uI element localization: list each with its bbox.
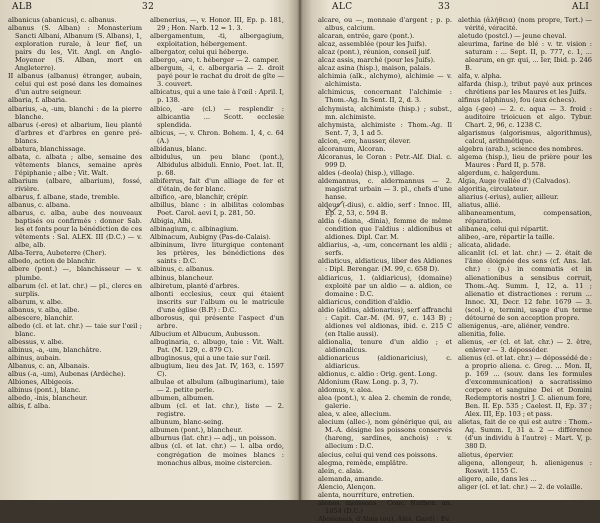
dictionary-entry: alburnus (lat. chr.) — adj., un poisson. xyxy=(150,434,277,443)
dictionary-entry: alborosus, qui présente l'aspect d'un arbre. xyxy=(150,313,284,330)
dictionary-entry: alietas, fait de ce qui est autre : Thom.-Aq. Summ. I, 31 a. 2 — différence (d'un individu à l'autre) : Mart. V, p. 380 D. xyxy=(458,418,592,451)
left-column-2 xyxy=(150,16,284,467)
dictionary-entry: alethia (ἀλήθεια) (nom propre, Tert.) — vérité, véracité. xyxy=(458,16,592,33)
dictionary-entry: alemanda, amande. xyxy=(318,474,384,483)
dictionary-entry: algoritia, circulateur. xyxy=(458,184,529,193)
dictionary-entry: albarum, v. albe. xyxy=(8,297,64,306)
dictionary-entry: albuginaria, c. albugo, taie : Vit. Walt. Pat. (M. 129, c. 879 C). xyxy=(150,337,284,354)
dictionary-entry: albumen (pont.), blancheur. xyxy=(150,426,243,435)
dictionary-entry: algarismus (algorismus, algorithmus), calcul, arithmétique. xyxy=(458,128,592,145)
dictionary-entry: aldia (-diana, -dinia), femme de même condition que l'aldius : aldionibus et aldiones. Dipl. Car. M. xyxy=(318,217,452,242)
dictionary-entry: alibanea, celui qui répartit. xyxy=(458,225,549,234)
left-page-number: 32 xyxy=(142,2,155,12)
dictionary-entry: alea, v. alee, allecium. xyxy=(318,410,392,419)
dictionary-entry: albunum, blanc-seing. xyxy=(150,418,224,427)
dictionary-entry: alcoranum, Alcoran. xyxy=(318,144,386,153)
right-column-1 xyxy=(318,16,452,523)
dictionary-entry: alchymista, alchimiste : Thom.-Ag. Il Sent. 7, 3, 1 ad 5. xyxy=(318,120,452,137)
dictionary-entry: aldomus, v. alea. xyxy=(318,386,374,395)
dictionary-entry: albessus, v. albe. xyxy=(8,337,64,346)
dictionary-entry: aliger (cl. et lat. chr.) — 2. de volaille. xyxy=(458,482,583,491)
dictionary-entry: alibeo, -are, répartir la taille. xyxy=(458,233,555,242)
dictionary-entry: aldio (aldius, aldionarius), serf affranchi : Capit. Car.-M. (M. 97, c. 143 B) ; aldiones vel aldionas, ibid. c. 215 C (en Italie aussi). xyxy=(318,305,452,338)
dictionary-entry: albata, c. albata ; albe, semaine des vêtements blancs, semaine après l'épiphanie ; albe ; Vit. Walt. xyxy=(8,152,142,177)
dictionary-entry: alenta, nourriture, entretien. xyxy=(318,490,415,499)
dictionary-entry: albuginosus, qui a une taie sur l'œil. xyxy=(150,353,271,362)
dictionary-entry: alchimia (alk., alchymo), alchimie — v. alchimista. xyxy=(318,72,452,89)
right-running-head-end: ALI xyxy=(572,2,590,12)
dictionary-entry: aldionaricus (aldionaricius), c. aldiaricus. xyxy=(318,353,452,371)
dictionary-entry: alga (-geo) — 2. c. aqua — 3. froid : auditoire trioicuen et algo. Tybur. Chart. 2, 96, c. 1238 C. xyxy=(458,104,592,129)
dictionary-entry: alecius, celui qui vend ces poissons. xyxy=(318,450,438,459)
dictionary-entry: Albucium et Albucum, Aubusson. xyxy=(150,329,261,338)
dictionary-entry: albanus, v. alba, albe. xyxy=(8,305,80,314)
left-page xyxy=(0,0,298,500)
dictionary-entry: albinagium, c. albinagium. xyxy=(150,225,239,234)
dictionary-entry: alcare, ou —, monnaie d'argent ; p. p. albus, calcium. xyxy=(318,16,452,33)
dictionary-entry: albergamentum, -ti, albergagium, exploitation, hébergement. xyxy=(150,32,284,49)
dictionary-entry: albergum, -i, c. albergaria — 2. droit payé pour le rachat du droit de gîte — 3. couvert. xyxy=(150,64,284,89)
dictionary-entry: Albanus, c. an, Albanais. xyxy=(8,362,90,371)
dictionary-entry: albarum (cl. et lat. chr.) — pl., clercs en surplis. xyxy=(8,281,142,298)
dictionary-entry: alchymista, alchimiste (hisp.) ; subst., mn. alchimiste. xyxy=(318,104,452,121)
dictionary-entry: albergator, celui qui héberge. xyxy=(150,48,249,57)
dictionary-entry: albidulus, un peu blanc (pont.), Albidulus albiduli. Ennio, Poet. lat. II, p. 68. xyxy=(150,152,284,177)
dictionary-entry: albarius, -a, -um, blanchi : de la pierre blanche. xyxy=(8,104,142,121)
dictionary-entry: albedo, -inis, blancheur. xyxy=(8,394,88,403)
dictionary-entry: aldemannus, c. aldermannus — 2. magistrat urbain — 3. pl., chefs d'une hanse. xyxy=(318,176,452,202)
dictionary-entry: albinus, aubain. xyxy=(8,353,62,362)
dictionary-entry: albinus, c. albanus. xyxy=(150,265,215,274)
dictionary-entry: alienus (cl. et lat. chr.) — dépossédé de : a proprio aliena. c. Greg. ... Mon. II, p. 169 ... (souv. dans les formules d'excommunication) a sacratissimo corpore et sanguine Dei et Domini Redemptoris nostri J. C. alienum fore, Ben. II. Ep. 535 ; Caelest. II, Ep. 37 ; Alex. III, Ep. 103 ; et pass. xyxy=(458,353,592,419)
dictionary-entry: albus (cl. et lat. chr.) — l. alba ordo, congrégation de moines blancs : monachus albus, moine cistercien. xyxy=(150,442,284,467)
dictionary-entry: alecium (allec-), nom générique qui, au M.-A. désigne les poissons conservés (hareng, sardines, anchois) : v. allecium : D.C. xyxy=(318,418,452,451)
dictionary-entry: alea (pont.), v. alea 2. chemin de ronde, galerie. xyxy=(318,394,452,411)
dictionary-entry: albulae et albulum (albuginarium), taie — 2. petite perle. xyxy=(150,378,284,395)
dictionary-entry: albugium, lieu des Jat. IV, 163, c. 1597 C). xyxy=(150,362,284,379)
dictionary-entry: alcion, -ere, hausser, élever. xyxy=(318,136,411,145)
dictionary-entry: alienigenus, -are, aliéner, vendre. xyxy=(458,321,570,330)
right-page xyxy=(302,0,600,523)
dictionary-entry: albicatus, qui a une taie à l'œil : April. I, p. 138. xyxy=(150,88,284,105)
dictionary-entry: alfarda (hisp.), tribut payé aux princes chrétiens par les Maures et les Juifs. xyxy=(458,80,592,97)
dictionary-entry: album (cl. et lat. chr.), liste — 2. registre. xyxy=(150,402,284,419)
dictionary-entry: alegma, remède, emplâtre. xyxy=(318,458,408,467)
dictionary-entry: aldeus (-dius), c. aldio, serf : Innoc. III, Ep. 2, 53, c. 594 B. xyxy=(318,201,452,218)
dictionary-entry: albere (pont.) —, blanchisseur — v. plumbe. xyxy=(8,265,142,282)
dictionary-entry: aldiarius, -a, -um, concernant les aldii ; serfs. xyxy=(318,241,452,258)
dictionary-entry: albescere, blanchir. xyxy=(8,313,74,322)
dictionary-entry: albenerius, —, v. Honor. III, Ep. p. 181, 29 ; Hon. Narb. 12 = 1. 3. xyxy=(150,16,284,33)
dictionary-entry: albergo, -are, t. héberger — 2. camper. xyxy=(150,56,280,65)
dictionary-entry: II albanus (albanus) étranger, aubain, celui qui est posé dans les domaines d'un autre seigneur. xyxy=(8,72,142,97)
right-column-2 xyxy=(458,16,592,491)
dictionary-entry: Albinacum, Aubigny (Pas-de-Calais). xyxy=(150,233,271,242)
dictionary-entry: alcaz, assemblée (pour les Juifs). xyxy=(318,40,427,49)
dictionary-entry: albis, f. alba. xyxy=(8,402,51,411)
dictionary-entry: alfa, v. alpha. xyxy=(458,72,502,81)
dictionary-entry: albanus (S. Alban) : Monasterium Sancti Albani, Albanum (S. Albans), 1, exploration rurale, à leur fief, un pairs du les, Vit. Angl. en Anglo-Moyenor (S. Alban, mort en Angleterre). xyxy=(8,24,142,73)
right-running-head: ALC xyxy=(332,2,353,12)
left-running-head: ALB xyxy=(12,2,33,12)
dictionary-entry: aligena, allongeur, h. alienigenus : Roswit. 1155 C. xyxy=(458,458,592,475)
dictionary-entry: aldes (-deola) (hisp.), village. xyxy=(318,168,415,177)
dictionary-entry: aligero, aile, dans les ... xyxy=(458,474,537,483)
dictionary-entry: alicata, alidade. xyxy=(458,241,511,250)
dictionary-entry: albarus, f. albane, stade, tremble. xyxy=(8,193,120,202)
dictionary-entry: albininum, livre liturgique contenant les prières, les bénédictions des saints : D.C. xyxy=(150,241,284,266)
dictionary-entry: Albigia, Albi. xyxy=(150,217,193,226)
dictionary-entry: algebra (arab.), science des nombres. xyxy=(458,144,584,153)
dictionary-entry: Alesienais, d'Alais (ou), Alès, Gard) : Ev. xyxy=(318,514,451,523)
dictionary-entry: albanus, c. albana. xyxy=(8,201,71,210)
dictionary-entry: albumen, albumen. xyxy=(150,394,214,403)
dictionary-entry: albicus, —, v. Chron. Bohem. I, 4, c. 64 (A.) xyxy=(150,128,284,145)
dictionary-entry: Algia, Auge (vallée d') (Calvados). xyxy=(458,176,571,185)
dictionary-entry: aldiaricus, 1. (aldiaricus), (domaine) exploité par un aldio — a. aldion, ce domaine : D.C. xyxy=(318,273,452,298)
dictionary-entry: alicanlit (cl. et lat. chr.) — 2. était de l'âme éloignée des sens (cf. Ans. lat. chr.) : (p.) in commatis et in alienationibus a sensibus corruit, Thom.-Aq. Summ. I, 12, a. 11 ; alienatio et distractiones : rerum ... Innoc. XI, Decr. 12 febr. 1679 — 3. (scol.) e, termini, usage d'un terme détourné de son acception propre. xyxy=(458,249,592,322)
dictionary-entry: albiretum, planté d'arbres. xyxy=(150,281,240,290)
dictionary-entry: albus (-a, -um), Aubenas (Ardèche). xyxy=(8,370,126,379)
dictionary-entry: albanicus (abanicus), c. albanus. xyxy=(8,16,117,24)
dictionary-entry: aletudo (postcl.) — jeune cheval. xyxy=(458,32,567,41)
dictionary-entry: albifico, -are, blanchir, crépir. xyxy=(150,193,249,202)
dictionary-entry: alienus, -er (cl. et lat. chr.) — 2. être, enlever — 3. déposséder. xyxy=(458,337,592,354)
dictionary-entry: alcaran, entrée, gare (pont.). xyxy=(318,32,415,41)
dictionary-entry: albatura, blanchissage. xyxy=(8,144,86,153)
dictionary-entry: albinus (pont.), blanc. xyxy=(8,386,81,395)
dictionary-entry: alenes, moissons : Conc. Narbon. an. 1054 (D.C.) xyxy=(318,498,452,515)
dictionary-entry: albedo (cl. et lat. chr.) — taie sur l'œil ; blanc. xyxy=(8,321,142,338)
dictionary-entry: albonti ecclesius, ceux qui étaient inscrits sur l'album ou le matricule d'une église (B.P.) : D.C. xyxy=(150,289,284,314)
dictionary-entry: alein, c. alaia. xyxy=(318,466,365,475)
dictionary-entry: alcaz assis, marché (pour les Juifs). xyxy=(318,56,436,65)
dictionary-entry: Alcoranus, le Coran : Petr.-Alf. Dial. c. 999 D. xyxy=(318,152,452,169)
dictionary-entry: alibaneamentum, compensation, réparation. xyxy=(458,209,592,226)
dictionary-entry: Aldonium (Raw. Long. p. 3, 7). xyxy=(318,378,419,387)
dictionary-entry: albarium (albare, albarium), fossé, rivière. xyxy=(8,176,142,193)
dictionary-entry: algerdum, c. halgerdum. xyxy=(458,168,541,177)
dictionary-entry: alienitia, folie. xyxy=(458,329,506,338)
dictionary-entry: Alba-Terra, Aubeterre (Cher). xyxy=(8,249,107,258)
dictionary-entry: aleurima, farine de blé : v. tr. vision : saturam : ... Sept. II, p. 777, c. 1, ... alearum, en gr. qui, ... Ier, Ibid. p. 246 B. xyxy=(458,40,592,73)
dictionary-entry: albaria, f. albaria. xyxy=(8,96,68,105)
dictionary-entry: alietus, épervier. xyxy=(458,450,514,459)
dictionary-entry: albillus, blanc : in albilitas colombas Poet. Carol. aevi I, p. 281, 50. xyxy=(150,201,284,218)
dictionary-entry: algema (hisp.), lieu de prière pour les Maures : Pard II, p. 578. xyxy=(458,152,592,169)
dictionary-entry: albedo, action de blanchir. xyxy=(8,257,96,266)
dictionary-entry: albinus, -a, -um, blanchâtre. xyxy=(8,345,102,354)
dictionary-entry: aldiaticus, aldiaticus, liber des Aldiones : Dipl. Berengar. (M. 99, c. 658 D). xyxy=(318,257,452,274)
dictionary-entry: albarus (-eres) et albarium, lieu planté d'arbres et d'arbres en genre pré-blancs. xyxy=(8,120,142,145)
dictionary-entry: aldionus, c. aldio : Orig. gent. Long. xyxy=(318,370,438,379)
dictionary-entry: Albiones, Albigeois. xyxy=(8,378,74,387)
dictionary-entry: albarus, c. alba, aube des nouveaux baptisés ou confirmés : donner Sab. les et fonts pour la bénédiction de ces vêtements : Sal. ALEX. III (D.C.) — v. albe, alb. xyxy=(8,209,142,250)
dictionary-entry: aliarius (-erius), aulier, ailleur. xyxy=(458,193,559,202)
right-page-number: 33 xyxy=(438,2,451,12)
dictionary-entry: aldionalia, tenure d'un aldio ; et aldionalicus. xyxy=(318,337,452,354)
dictionary-entry: aliatus, allié. xyxy=(458,201,501,210)
dictionary-entry: albinus, blancheur. xyxy=(150,273,214,282)
dictionary-entry: albidanus, blanc. xyxy=(150,144,207,153)
dictionary-entry: Alencio, Alençon. xyxy=(318,482,376,491)
dictionary-entry: alfinus (alphinus), fou (aux échecs). xyxy=(458,96,577,105)
dictionary-entry: alchimicus, concernant l'alchimie : Thom.-Ag. In Sent. II, 2, d. 3. xyxy=(318,88,452,105)
dictionary-entry: alcaz (pont.), réunion, conseil juif. xyxy=(318,48,432,57)
left-column-1 xyxy=(8,16,142,410)
dictionary-entry: alcaz asina (hisp.), maison, palais. xyxy=(318,64,432,73)
dictionary-entry: albico, -are (cl.) — resplendir : albicantia ... Scott. ecclesie splendida. xyxy=(150,104,284,129)
dictionary-entry: albiferrus, fait d'un alliage de fer et d'étain, de fer blanc. xyxy=(150,176,284,193)
dictionary-entry: aldiaricus, condition d'aldio. xyxy=(318,297,413,306)
